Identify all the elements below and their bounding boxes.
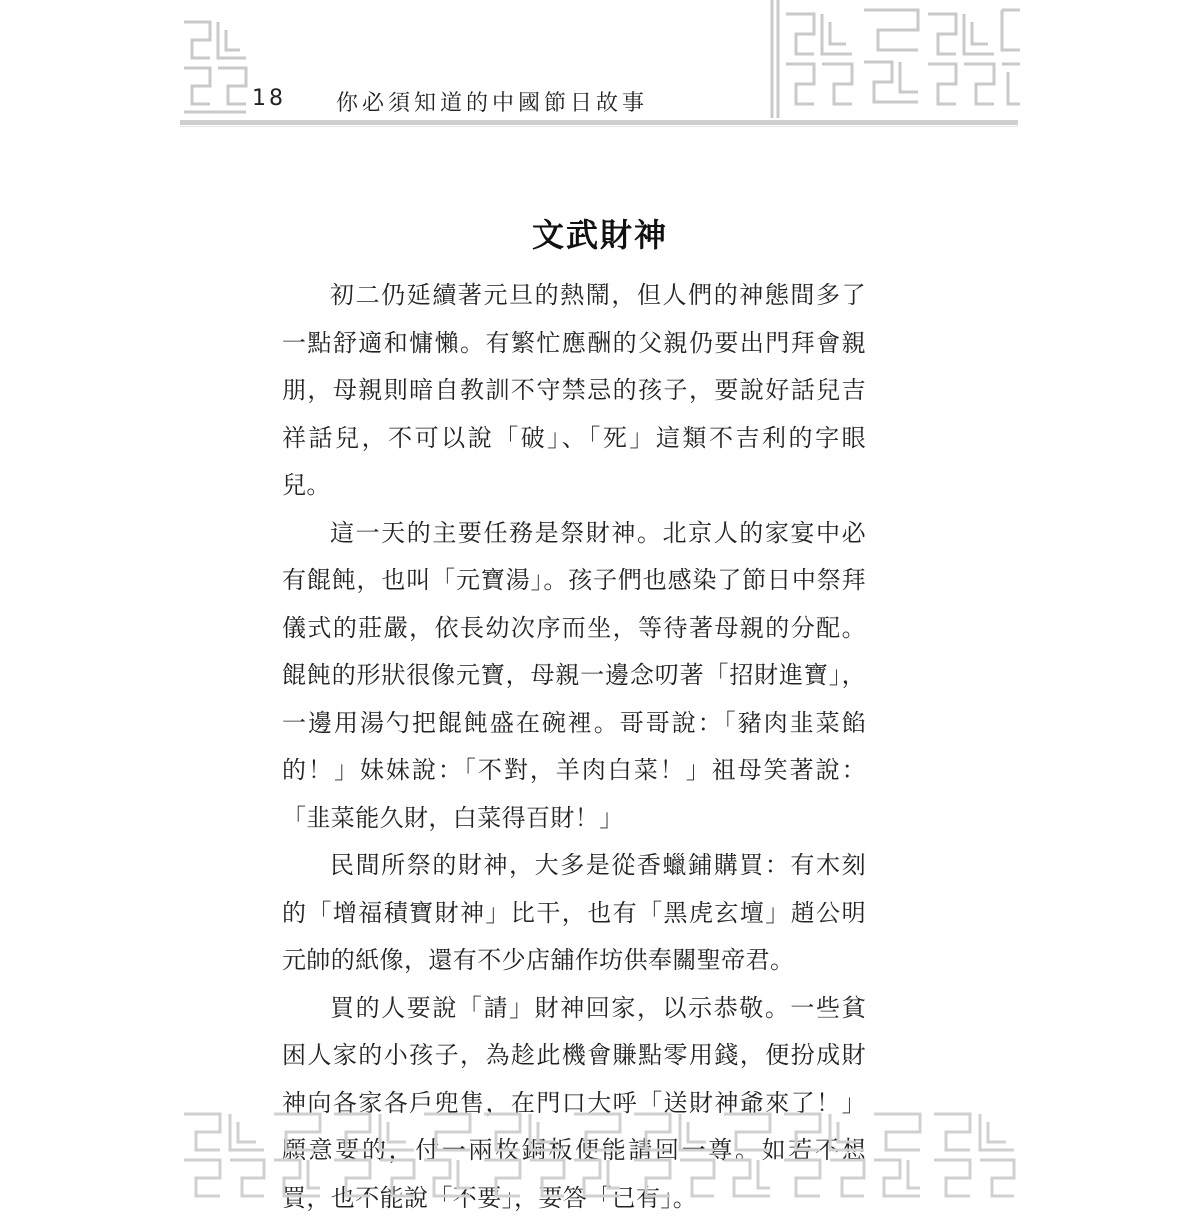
header-rule — [180, 120, 1018, 125]
top-left-ornament — [180, 18, 250, 118]
paragraph: 初二仍延續著元旦的熱鬧，但人們的神態間多了一點舒適和慵懶。有繁忙應酬的父親仍要出門拜會親朋，母親則暗自教訓不守禁忌的孩子，要說好話兒吉祥話兒，不可以說「破」、「死」這類不吉利的字眼兒。 — [282, 272, 866, 510]
top-right-ornament — [768, 0, 1020, 122]
paragraph: 買的人要說「請」財神回家，以示恭敬。一些貧困人家的小孩子，為趁此機會賺點零用錢，便扮成財神向各家各戶兜售，在門口大呼「送財神爺來了！」願意要的，付一兩枚銅板便能請回一尊。如若不想買，也不能說「不要」，要答「已有」。 — [282, 985, 866, 1222]
paragraph: 民間所祭的財神，大多是從香蠟鋪購買：有木刻的「增福積寶財神」比干，也有「黑虎玄壇」趙公明元帥的紙像，還有不少店舖作坊供奉關聖帝君。 — [282, 842, 866, 985]
body-text — [282, 272, 866, 1222]
paragraph: 這一天的主要任務是祭財神。北京人的家宴中必有餛飩，也叫「元寶湯」。孩子們也感染了節日中祭拜儀式的莊嚴，依長幼次序而坐，等待著母親的分配。餛飩的形狀很像元寶，母親一邊念叨著「招財進寶」，一邊用湯勺把餛飩盛在碗裡。哥哥說：「豬肉韭菜餡的！」妹妹說：「不對，羊肉白菜！」祖母笑著說：「韭菜能久財，白菜得百財！」 — [282, 510, 866, 843]
bottom-ornament — [180, 1108, 1020, 1200]
header-rule-thin — [180, 126, 1018, 127]
running-header-title: 你必須知道的中國節日故事 — [336, 86, 648, 117]
page-number: 18 — [252, 86, 286, 111]
chapter-title: 文武財神 — [0, 210, 1200, 256]
